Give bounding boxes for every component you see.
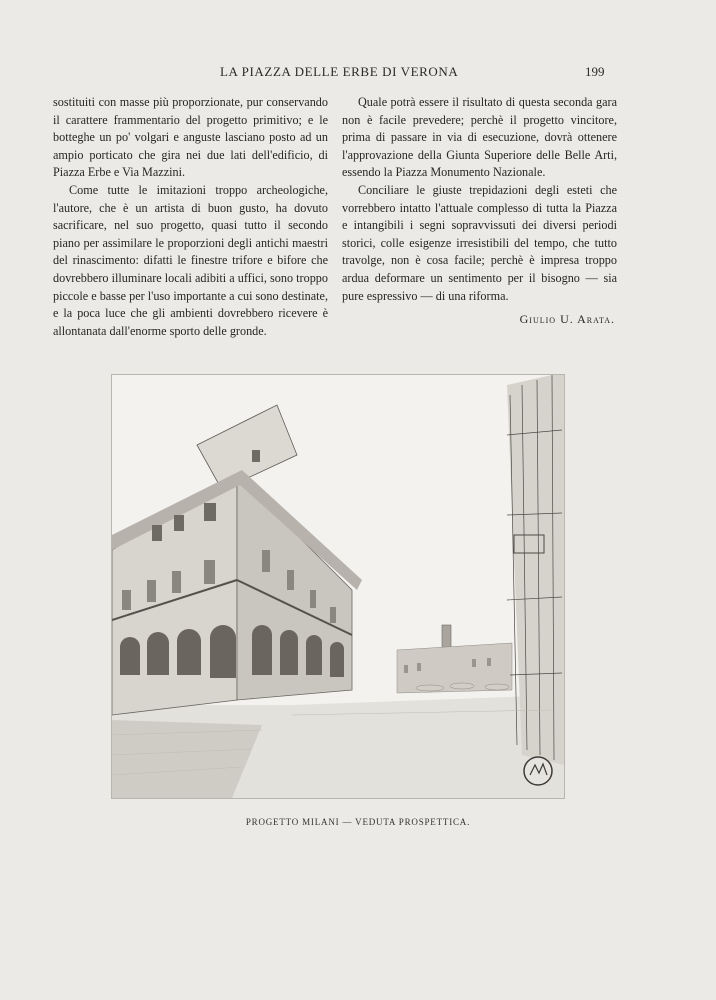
running-title: LA PIAZZA DELLE ERBE DI VERONA xyxy=(220,64,459,79)
page-number: 199 xyxy=(585,64,605,79)
right-column xyxy=(342,94,617,329)
perspective-drawing xyxy=(111,374,565,799)
left-column xyxy=(53,94,328,340)
paragraph: Come tutte le imitazioni troppo archeologiche, l'autore, che è un artista di buon gusto, ha dovuto sacrificare, nel suo progetto, quasi tutto il secondo piano per assimilare le proporzioni degli antichi maestri del rinascimento: difatti le finestre trifore e bifore che dovrebbero illuminare locali adibiti a uffici, sono troppo piccole e basse per l'uso importante a cui sono destinate, e la poca luce che gli ambienti dovrebbero ricevere è allontanata dall'enorme sporto delle gronde. xyxy=(53,182,328,338)
paragraph: Quale potrà essere il risultato di questa seconda gara non è facile prevedere; perchè il progetto vincitore, prima di passare in via di esecuzione, dovrà ottenere l'approvazione della Giunta Superiore delle Belle Arti, essendo la Piazza Monumento Nazionale. xyxy=(342,95,617,180)
figure-caption: PROGETTO MILANI — VEDUTA PROSPETTICA. xyxy=(245,817,471,827)
drawing-illustration xyxy=(112,375,564,798)
paragraph: sostituiti con masse più proporzionate, pur conservando il carattere frammentario del progetto primitivo; e le botteghe un po' volgari e anguste lasciano posto ad un ampio porticato che gira nei due lati dell'edificio, di Piazza Erbe e Via Mazzini. xyxy=(53,95,328,180)
page-header xyxy=(0,64,716,82)
author-signature: Giulio U. Arata. xyxy=(519,312,615,327)
paragraph: Conciliare le giuste trepidazioni degli esteti che vorrebbero intatto l'attuale complesso di tutta la Piazza e intangibili i segni sopravvissuti dei diversi periodi storici, colle esigenze irresistibili del tempo, che tutto travolge, non è cosa facile; perchè è impresa troppo ardua deformare un sentimento per il bisogno — sia pure espressivo — di una riforma. xyxy=(342,182,617,303)
